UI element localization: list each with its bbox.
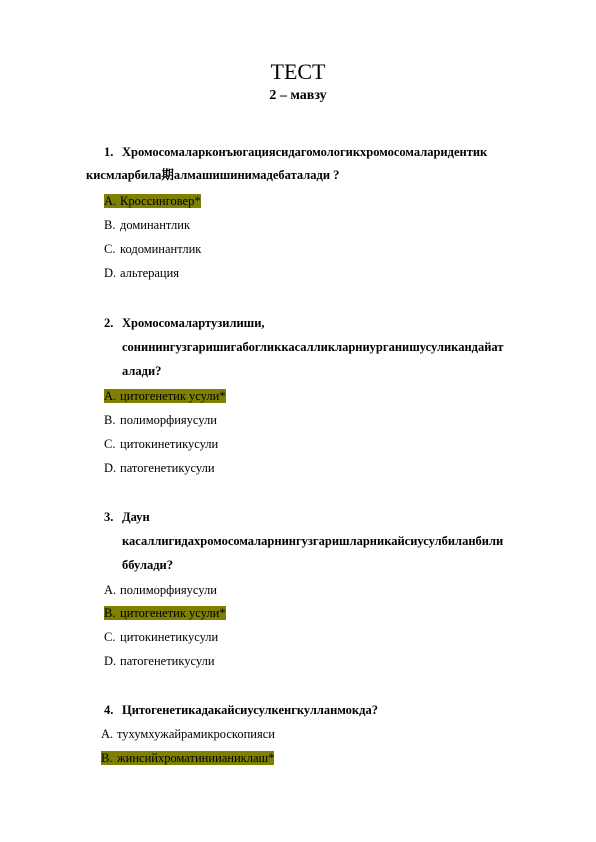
question-3-text-1: Даун (122, 510, 150, 524)
q4-option-a[interactable] (101, 727, 275, 741)
q1-option-a-letter: A. (104, 194, 117, 208)
q2-option-a[interactable] (104, 389, 226, 403)
q1-option-c-text: кодоминантлик (120, 242, 202, 256)
q2-option-b-letter: B. (104, 413, 116, 427)
question-4-text-1: Цитогенетикадакайсиусулкенгкулланмокда? (122, 703, 378, 717)
question-4-number: 4. (104, 703, 114, 717)
q1-option-d-letter: D. (104, 266, 117, 280)
q1-option-a[interactable] (104, 194, 201, 208)
page-title: ТЕСТ (270, 59, 326, 84)
q2-option-b[interactable] (104, 413, 217, 427)
q2-option-a-highlight (104, 389, 226, 403)
q1-option-b-text: доминантлик (120, 218, 191, 232)
question-2-line-1 (104, 316, 265, 330)
q3-option-a-letter: A. (104, 583, 117, 597)
q3-option-b-highlight (104, 606, 226, 620)
q4-option-b-letter: B. (101, 751, 113, 765)
question-1-text-2: кисмларбила期алмашишинимадебаталади ? (86, 168, 340, 182)
q1-option-c[interactable] (104, 242, 201, 256)
question-3-text-3: ббулади? (122, 558, 174, 572)
q1-option-d[interactable] (104, 266, 179, 280)
q1-option-d-text: альтерация (120, 266, 180, 280)
q1-option-c-letter: C. (104, 242, 116, 256)
q2-option-b-text: полиморфияусули (120, 413, 217, 427)
q1-option-a-highlight (104, 194, 201, 208)
q4-option-a-letter: A. (101, 727, 114, 741)
question-2-number: 2. (104, 316, 114, 330)
q3-option-a[interactable] (104, 583, 217, 597)
question-2-text-2: сонинингузгаришигабогликкасалликларниурганишусуликандайат (122, 340, 504, 354)
q4-option-b-text: жинсийхроматиниианиклаш* (117, 751, 275, 765)
q1-option-a-text: Кроссинговер* (120, 194, 201, 208)
question-1-text-1: Хромосомаларконъюгациясидагомологикхромосомаларидентик (122, 145, 488, 159)
q2-option-c-text: цитокинетикусули (120, 437, 219, 451)
question-3-text-2: касаллигидахромосомаларнингузгаришларникайсиусулбиланбили (122, 534, 504, 548)
question-2-text-1: Хромосомалартузилиши, (122, 316, 265, 330)
q3-option-c-letter: C. (104, 630, 116, 644)
question-3-line-1 (104, 510, 150, 524)
q4-option-a-text: тухумхужайрамикроскопияси (117, 727, 275, 741)
q3-option-c-text: цитокинетикусули (120, 630, 219, 644)
q4-option-b[interactable] (101, 751, 274, 765)
page-subtitle: 2 – мавзу (269, 88, 327, 103)
q3-option-c[interactable] (104, 630, 218, 644)
q3-option-d[interactable] (104, 654, 215, 668)
q3-option-d-letter: D. (104, 654, 117, 668)
q1-option-b-letter: B. (104, 218, 116, 232)
q2-option-d-text: патогенетикусули (120, 461, 215, 475)
q2-option-a-letter: A. (104, 389, 117, 403)
q2-option-d-letter: D. (104, 461, 117, 475)
question-1-line-1 (104, 145, 487, 159)
q3-option-a-text: полиморфияусули (120, 583, 217, 597)
q4-option-b-highlight (101, 751, 274, 765)
q1-option-b[interactable] (104, 218, 190, 232)
question-3-number: 3. (104, 510, 114, 524)
q2-option-d[interactable] (104, 461, 215, 475)
q2-option-c[interactable] (104, 437, 218, 451)
q3-option-d-text: патогенетикусули (120, 654, 215, 668)
q3-option-b-text: цитогенетик усули* (120, 606, 226, 620)
question-4-line-1 (104, 703, 378, 717)
q2-option-a-text: цитогенетик усули* (120, 389, 226, 403)
question-1-number: 1. (104, 145, 114, 159)
q3-option-b-letter: B. (104, 606, 116, 620)
question-2-text-3: алади? (122, 364, 162, 378)
q3-option-b[interactable] (104, 606, 226, 620)
q2-option-c-letter: C. (104, 437, 116, 451)
